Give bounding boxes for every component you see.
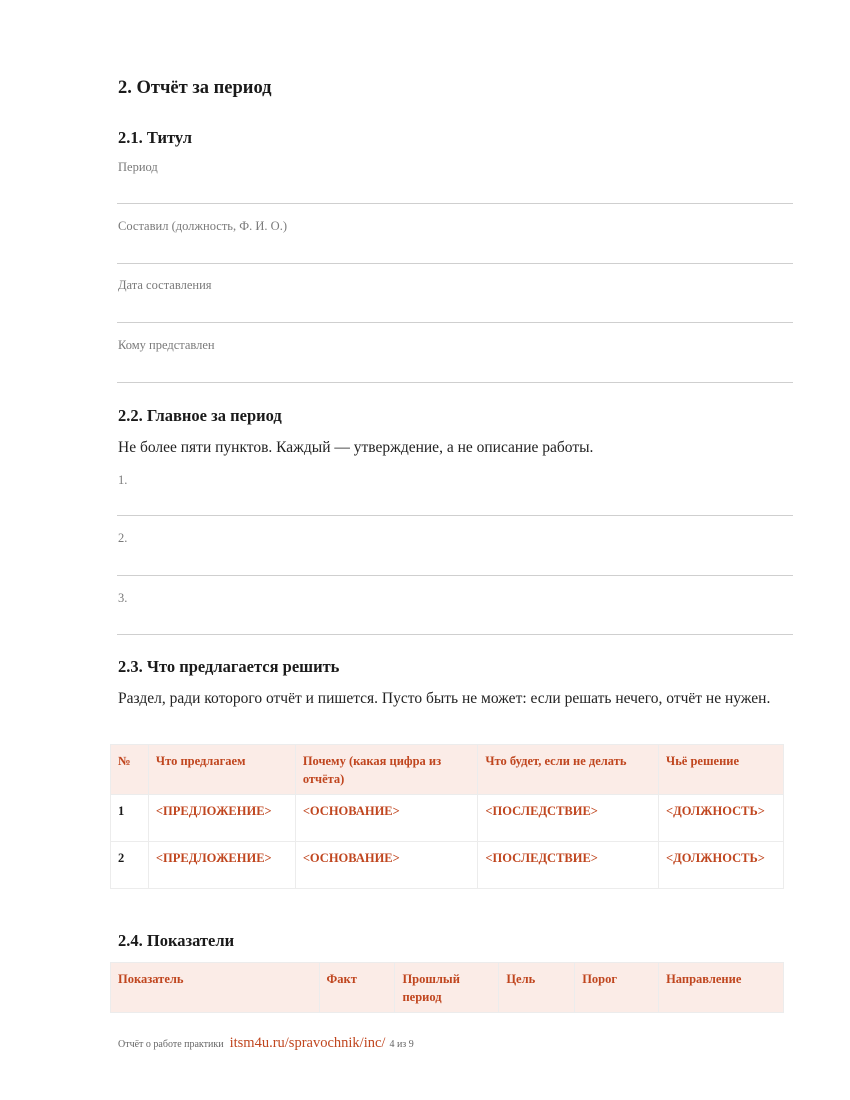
- proposal-cell[interactable]: <ПРЕДЛОЖЕНИЕ>: [148, 795, 295, 842]
- highlight-item-2[interactable]: [117, 516, 793, 576]
- section-title: 2. Отчёт за период: [118, 78, 272, 98]
- row-number: 1: [111, 795, 149, 842]
- recipient-label: Кому представлен: [118, 338, 215, 352]
- column-header: №: [111, 745, 149, 795]
- page-footer: [118, 1034, 414, 1052]
- highlight-number: 1.: [118, 473, 128, 487]
- highlight-number: 2.: [118, 531, 128, 545]
- table-header-row: [111, 745, 784, 795]
- consequence-cell[interactable]: <ПОСЛЕДСТВИЕ>: [478, 842, 659, 889]
- date-field[interactable]: [117, 263, 793, 323]
- decision-owner-cell[interactable]: <ДОЛЖНОСТЬ>: [659, 795, 784, 842]
- table-header-row: [111, 963, 784, 1013]
- page-number: 4 из 9: [389, 1039, 414, 1050]
- consequence-cell[interactable]: <ПОСЛЕДСТВИЕ>: [478, 795, 659, 842]
- proposal-cell[interactable]: <ПРЕДЛОЖЕНИЕ>: [148, 842, 295, 889]
- highlight-item-3[interactable]: [117, 575, 793, 635]
- highlight-item-1[interactable]: [117, 456, 793, 516]
- column-header: Факт: [319, 963, 395, 1013]
- decision-owner-cell[interactable]: <ДОЛЖНОСТЬ>: [659, 842, 784, 889]
- proposals-heading: 2.3. Что предлагается решить: [118, 657, 340, 676]
- column-header: Прошлый период: [395, 963, 499, 1013]
- row-number: 2: [111, 842, 149, 889]
- indicators-table: [110, 962, 784, 1013]
- period-field[interactable]: [117, 144, 793, 204]
- basis-cell[interactable]: <ОСНОВАНИЕ>: [295, 795, 478, 842]
- date-label: Дата составления: [118, 278, 212, 292]
- author-label: Составил (должность, Ф. И. О.): [118, 219, 287, 233]
- table-row: [111, 842, 784, 889]
- column-header: Порог: [575, 963, 659, 1013]
- footer-label: Отчёт о работе практики: [118, 1039, 224, 1050]
- highlights-intro: Не более пяти пунктов. Каждый — утверждение, а не описание работы.: [118, 439, 594, 456]
- highlight-number: 3.: [118, 591, 128, 605]
- recipient-field[interactable]: [117, 323, 793, 383]
- author-field[interactable]: [117, 204, 793, 264]
- column-header: Чьё решение: [659, 745, 784, 795]
- basis-cell[interactable]: <ОСНОВАНИЕ>: [295, 842, 478, 889]
- column-header: Что предлагаем: [148, 745, 295, 795]
- column-header: Почему (какая цифра из отчёта): [295, 745, 478, 795]
- column-header: Что будет, если не делать: [478, 745, 659, 795]
- title-block-heading: 2.1. Титул: [118, 128, 192, 147]
- period-label: Период: [118, 160, 158, 174]
- column-header: Цель: [499, 963, 575, 1013]
- proposals-table: [110, 744, 784, 889]
- highlights-heading: 2.2. Главное за период: [118, 406, 282, 425]
- column-header: Направление: [659, 963, 784, 1013]
- indicators-heading: 2.4. Показатели: [118, 931, 235, 950]
- column-header: Показатель: [111, 963, 320, 1013]
- footer-link[interactable]: itsm4u.ru/spravochnik/inc/: [229, 1035, 386, 1051]
- table-row: [111, 795, 784, 842]
- proposals-intro: Раздел, ради которого отчёт и пишется. Пусто быть не может: если решать нечего, отчёт не нужен.: [118, 690, 771, 707]
